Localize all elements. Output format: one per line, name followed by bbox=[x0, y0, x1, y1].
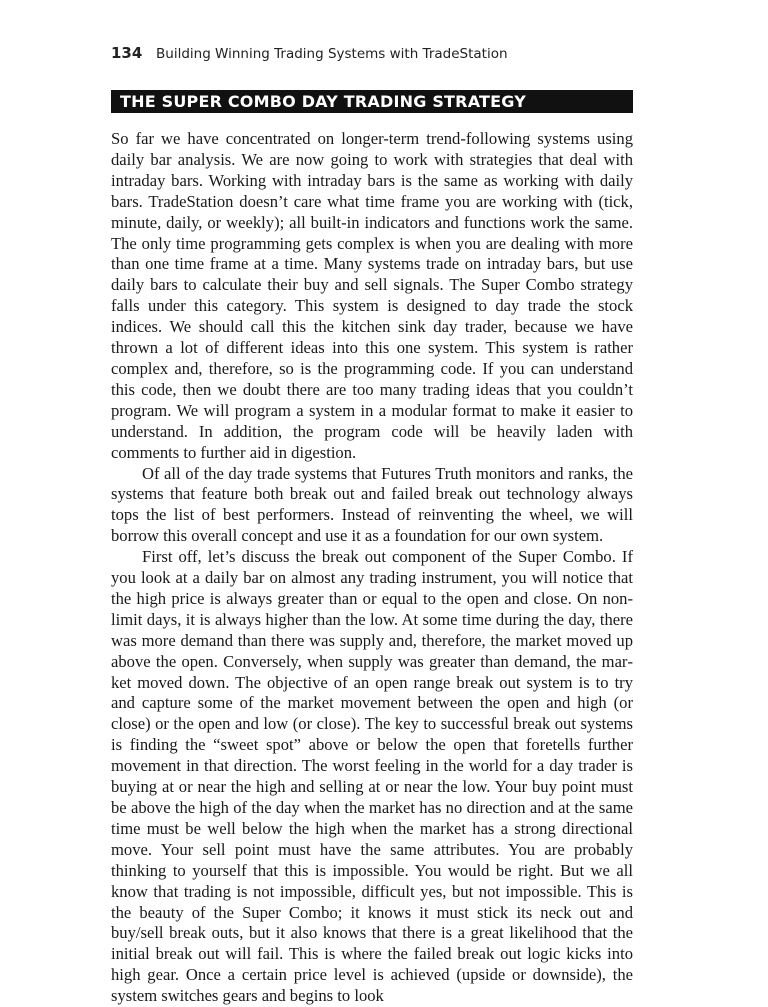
paragraph-futures-truth: Of all of the day trade systems that Futures Truth monitors and ranks, the systems that feature both break out and failed break out technology always tops the list of best performers. Instead of reinventing the wheel, we will borrow this overall concept and use it as a foundation for our own system. bbox=[111, 463, 633, 546]
body-text bbox=[111, 129, 633, 1007]
running-header bbox=[111, 44, 633, 68]
section-heading: THE SUPER COMBO DAY TRADING STRATEGY bbox=[111, 90, 633, 113]
paragraph-break-out-component: First off, let’s discuss the break out component of the Super Combo. If you look at a daily bar on almost any trading instrument, you will notice that the high price is always greater than or equal to the open and close. On nonlimit days, it is always higher than the low. At some time during the day, there was more demand than there was supply and, therefore, the market moved up above the open. Conversely, when supply was greater than demand, the market moved down. The objective of an open range break out system is to try and capture some of the market movement between the open and high (or close) or the open and low (or close). The key to successful break out systems is finding the “sweet spot” above or below the open that foretells further movement in that direction. The worst feeling in the world for a day trader is buying at or near the high and selling at or near the low. Your buy point must be above the high of the day when the market has no direction and at the same time must be well below the high when the market has a strong directional move. Your sell point must have the same attributes. You are probably thinking to yourself that this is impossible. You would be right. But we all know that trading is not impossible, difficult yes, but not impossible. This is the beauty of the Super Combo; it knows it must stick its neck out and buy/sell break outs, but it also knows that there is a great likelihood that the initial break out will fail. This is where the failed break out logic kicks into high gear. Once a certain price level is achieved (upside or downside), the system switches gears and begins to look bbox=[111, 547, 633, 1006]
book-title: Building Winning Trading Systems with TradeStation bbox=[156, 46, 508, 62]
page-number: 134 bbox=[111, 44, 143, 62]
paragraph-intro: So far we have concentrated on longer-term trend-following systems using daily bar analysis. We are now going to work with strategies that deal with intraday bars. Working with intraday bars is the same as working with daily bars. TradeStation doesn’t care what time frame you are working with (tick, minute, daily, or weekly); all built-in indicators and functions work the same. The only time programming gets complex is when you are dealing with more than one time frame at a time. Many systems trade on intraday bars, but use daily bars to calculate their buy and sell signals. The Super Combo strategy falls under this category. This system is designed to day trade the stock indices. We should call this the kitchen sink day trader, because we have thrown a lot of different ideas into this one system. This system is rather complex and, therefore, so is the programming code. If you can understand this code, then we doubt there are too many trading ideas that you couldn’t program. We will program a system in a modular format to make it easier to understand. In addition, the program code will be heavily laden with comments to further aid in digestion. bbox=[111, 129, 633, 462]
book-page bbox=[111, 44, 633, 1007]
